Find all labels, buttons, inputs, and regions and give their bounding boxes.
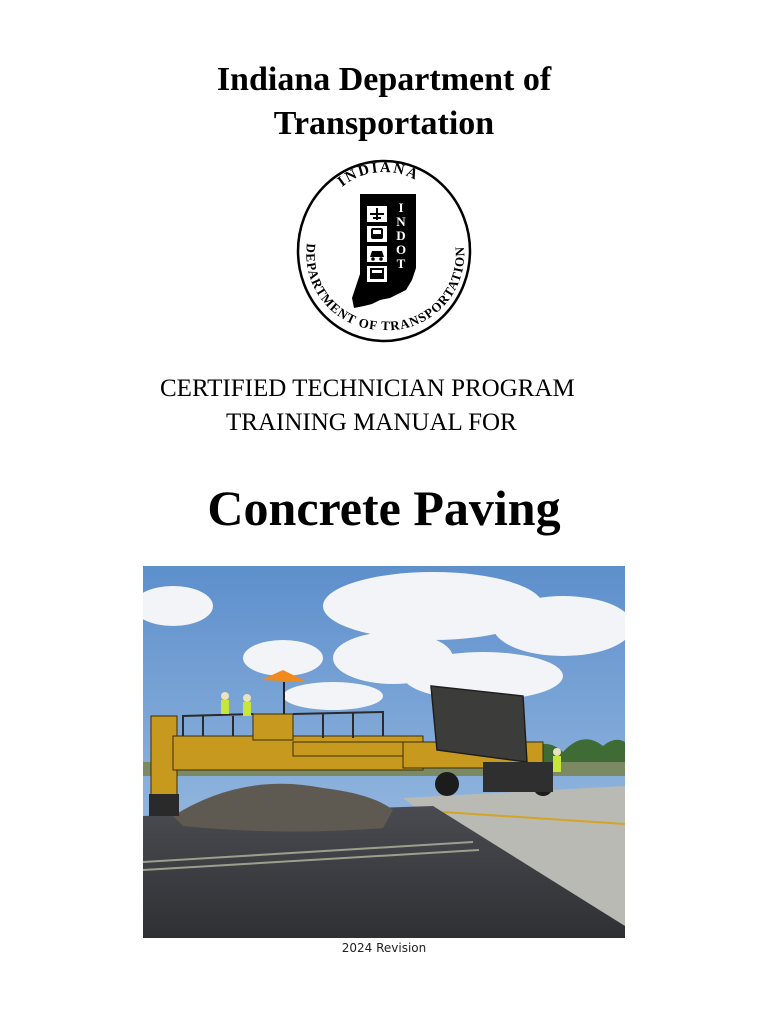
car-icon bbox=[367, 246, 387, 262]
svg-text:I: I bbox=[398, 200, 404, 215]
svg-text:DEPARTMENT OF TRANSPORTATION: DEPARTMENT OF TRANSPORTATION bbox=[303, 242, 468, 334]
svg-text:INDIANA: INDIANA bbox=[334, 159, 422, 191]
bus-icon bbox=[367, 266, 387, 282]
agency-title bbox=[0, 58, 768, 146]
train-icon bbox=[367, 226, 387, 242]
revision-label: 2024 Revision bbox=[341, 941, 427, 955]
svg-text:N: N bbox=[396, 214, 406, 229]
svg-text:T: T bbox=[396, 256, 406, 271]
svg-text:D: D bbox=[396, 228, 406, 243]
program-line2: TRAINING MANUAL FOR bbox=[226, 409, 517, 436]
agency-title-line1: Indiana Department of bbox=[216, 61, 552, 98]
indot-seal-logo bbox=[294, 158, 474, 348]
manual-subject-title: Concrete Paving bbox=[207, 480, 561, 536]
concrete-paving-photo bbox=[143, 566, 625, 938]
airplane-icon bbox=[367, 206, 387, 222]
program-line1: CERTIFIED TECHNICIAN PROGRAM bbox=[160, 375, 575, 402]
svg-text:O: O bbox=[395, 242, 407, 257]
agency-title-line2: Transportation bbox=[273, 105, 495, 142]
